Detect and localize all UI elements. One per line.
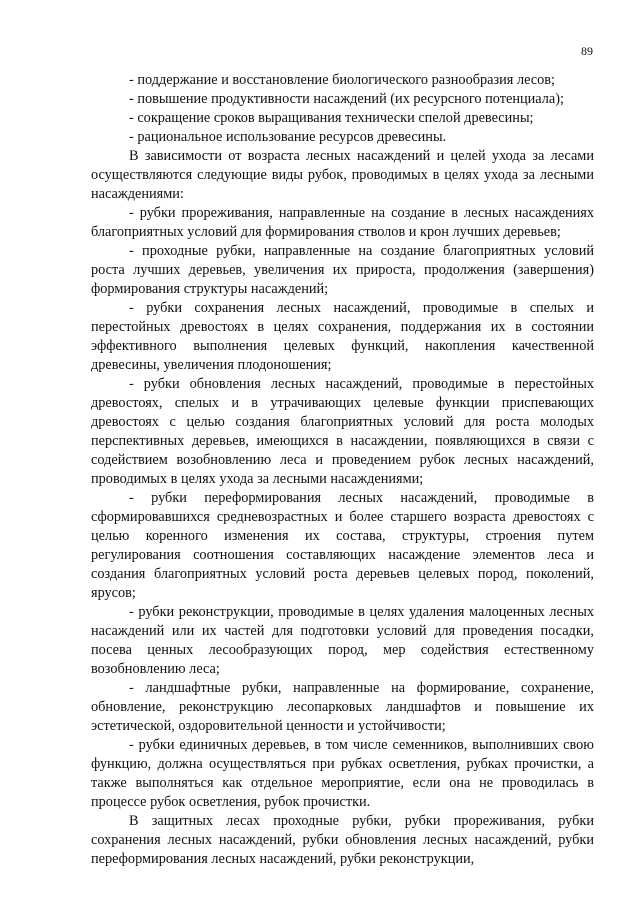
bullet-productivity: - повышение продуктивности насаждений (их ресурсного потенциала);: [129, 91, 564, 107]
paragraph-reconstruction-cuttings: - рубки реконструкции, проводимые в целях удаления малоценных лесных насаждений или их частей для подготовки условий для проведения посадки, посева ценных лесообразующих пород, мер содействия естественному возобновлению леса;: [91, 604, 594, 677]
document-body: [91, 71, 594, 869]
paragraph-single-tree-cuttings: - рубки единичных деревьев, в том числе семенников, выполнивших свою функцию, должна осуществляться при рубках осветления, рубках прочистки, а также выполняться как отдельное мероприятие, если она не проводилась в процессе рубок осветления, рубок прочистки.: [91, 737, 594, 810]
page-number: 89: [581, 44, 593, 58]
paragraph-intro: В зависимости от возраста лесных насаждений и целей ухода за лесами осуществляются следующие виды рубок, проводимых в целях ухода за лесными насаждениями:: [91, 148, 594, 202]
paragraph-thinning: - рубки прореживания, направленные на создание в лесных насаждениях благоприятных условий для формирования стволов и крон лучших деревьев;: [91, 205, 594, 240]
paragraph-conservation-cuttings: - рубки сохранения лесных насаждений, проводимые в спелых и перестойных древостоях в целях сохранения, поддержания их в состоянии эффективного выполнения целевых функций, накопления качественной древесины, увеличения плодоношения;: [91, 300, 594, 373]
bullet-biodiversity: - поддержание и восстановление биологического разнообразия лесов;: [129, 72, 555, 88]
bullet-growing-period: - сокращение сроков выращивания технически спелой древесины;: [129, 110, 534, 126]
bullet-resource-use: - рациональное использование ресурсов древесины.: [129, 129, 447, 145]
paragraph-passage-cuttings: - проходные рубки, направленные на создание благоприятных условий роста лучших деревьев, увеличения их прироста, продолжения (завершения) формирования структуры насаждений;: [91, 243, 594, 297]
paragraph-landscape-cuttings: - ландшафтные рубки, направленные на формирование, сохранение, обновление, реконструкцию лесопарковых ландшафтов и повышение их эстетической, оздоровительной ценности и устойчивости;: [91, 680, 594, 734]
paragraph-reformation-cuttings: - рубки переформирования лесных насаждений, проводимые в сформировавшихся средневозрастных и более старшего возраста древостоях с целью коренного изменения их состава, структуры, строения путем регулирования соотношения составляющих насаждение элементов леса и создания благоприятных условий роста деревьев целевых пород, поколений, ярусов;: [91, 490, 594, 601]
paragraph-renewal-cuttings: - рубки обновления лесных насаждений, проводимые в перестойных древостоях, спелых и в утрачивающих целевые функции приспевающих древостоях с целью создания благоприятных условий для роста молодых перспективных деревьев, имеющихся в насаждении, появляющихся в связи с содействием возобновлению леса и проведением рубок лесных насаждений, проводимых в целях ухода за лесными насаждениями;: [91, 376, 594, 487]
paragraph-protective-forests: В защитных лесах проходные рубки, рубки прореживания, рубки сохранения лесных насаждений, рубки обновления лесных насаждений, рубки переформирования лесных насаждений, рубки реконструкции,: [91, 813, 594, 867]
